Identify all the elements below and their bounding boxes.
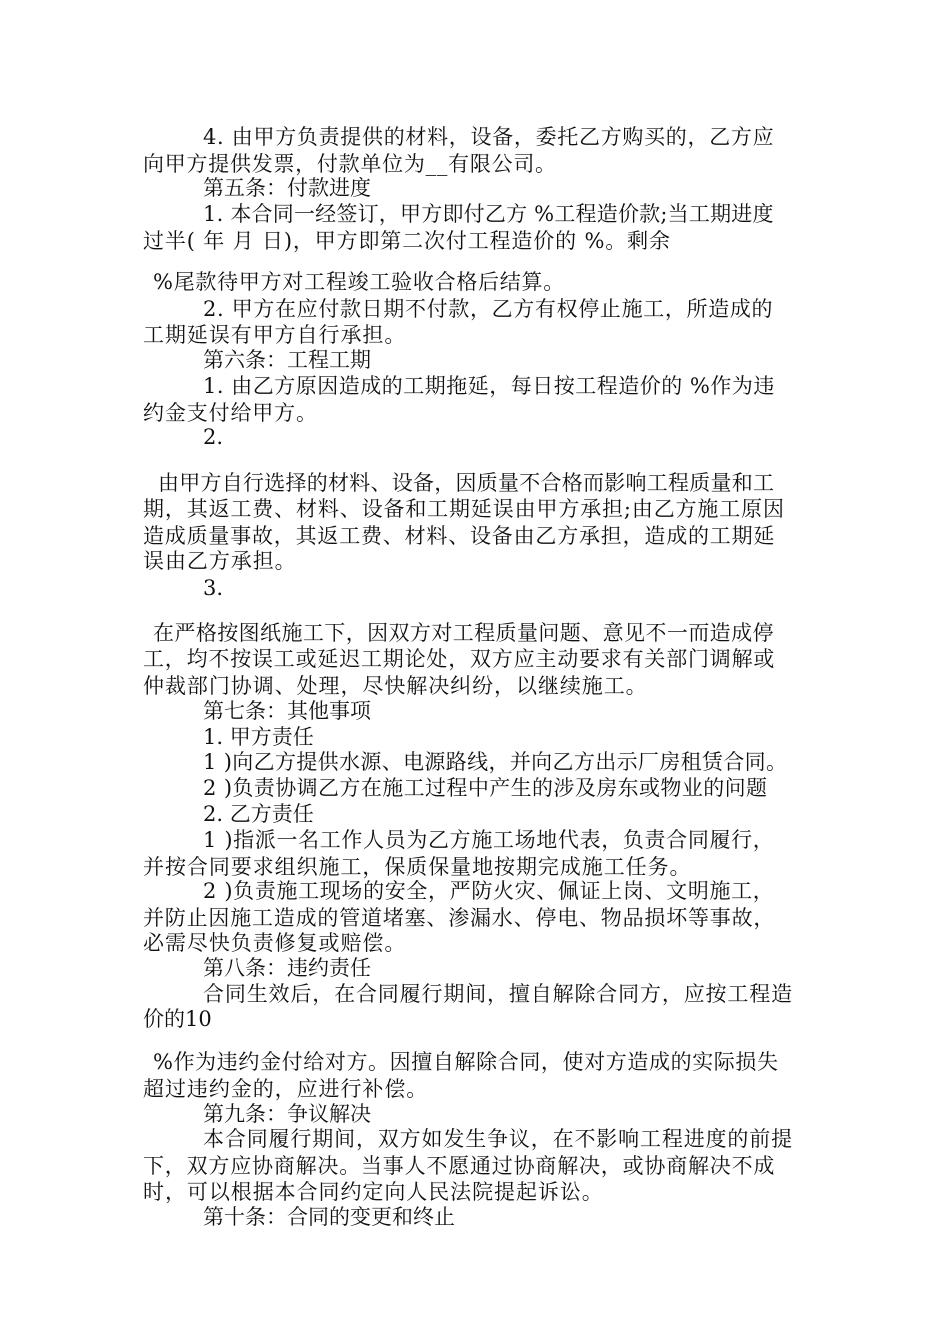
text-line: 超过违约金的，应进行补偿。 (143, 1077, 429, 1101)
text-line: 工期延误有甲方自行承担。 (143, 323, 407, 347)
text-line: 时，可以根据本合同约定向人民法院提起诉讼。 (143, 1180, 604, 1204)
text-line: 并防止因施工造成的管道堵塞、渗漏水、停电、物品损坏等事故， (143, 906, 776, 930)
section-heading: 第九条：争议解决 (203, 1102, 371, 1126)
text-line: 2. (203, 425, 224, 449)
text-line: 约金支付给甲方。 (143, 401, 318, 425)
text-line: 下，双方应协商解决。当事人不愿通过协商解决，或协商解决不成 (143, 1154, 776, 1178)
text-line: 合同生效后，在合同履行期间，擅自解除合同方，应按工程造 (203, 982, 793, 1006)
text-line: 在严格按图纸施工下，因双方对工程质量问题、意见不一而造成停 (153, 621, 774, 645)
section-heading: 第六条：工程工期 (203, 348, 371, 372)
section-heading: 第八条：违约责任 (203, 956, 371, 980)
text-line: 2 )负责协调乙方在施工过程中产生的涉及房东或物业的问题 (203, 776, 768, 800)
text-line: 本合同履行期间，双方如发生争议，在不影响工程进度的前提 (203, 1127, 793, 1151)
text-line: 1. 由乙方原因造成的工期拖延，每日按工程造价的 %作为违 (203, 374, 775, 398)
section-heading: 第十条：合同的变更和终止 (203, 1205, 455, 1229)
text-line: 仲裁部门协调、处理，尽快解决纠纷，以继续施工。 (143, 674, 648, 698)
text-line: 1. 本合同一经签订，甲方即付乙方 %工程造价款;当工期进度 (203, 202, 774, 226)
text-line: 2. 乙方责任 (203, 802, 314, 826)
text-line: 价的10 (143, 1007, 212, 1031)
text-line: 造成质量事故，其返工费、材料、设备由乙方承担，造成的工期延 (143, 524, 776, 548)
text-line: 向甲方提供发票，付款单位为__有限公司。 (143, 152, 557, 176)
text-line: 2 )负责施工现场的安全，严防火灾、佩证上岗、文明施工， (203, 879, 775, 903)
section-heading: 第七条：其他事项 (203, 699, 371, 723)
text-line: 由甲方自行选择的材料、设备，因质量不合格而影响工程质量和工 (158, 471, 775, 495)
section-heading: 第五条：付款进度 (203, 176, 371, 200)
text-line: 1 )指派一名工作人员为乙方施工场地代表，负责合同履行， (203, 828, 775, 852)
text-line: 1 )向乙方提供水源、电源路线，并向乙方出示厂房租赁合同。 (203, 750, 788, 774)
text-line: %尾款待甲方对工程竣工验收合格后结算。 (153, 270, 566, 294)
text-line: 3. (203, 576, 224, 600)
text-line: 1. 甲方责任 (203, 725, 314, 749)
text-line: 并按合同要求组织施工，保质保量地按期完成施工任务。 (143, 855, 692, 879)
text-line: 期，其返工费、材料、设备和工期延误由甲方承担;由乙方施工原因 (143, 497, 785, 521)
text-line: 工，均不按误工或延迟工期论处，双方应主动要求有关部门调解或 (143, 647, 776, 671)
text-line: 2. 甲方在应付款日期不付款，乙方有权停止施工，所造成的 (203, 297, 774, 321)
text-line: 必需尽快负责修复或赔偿。 (143, 931, 407, 955)
text-line: 4. 由甲方负责提供的材料，设备，委托乙方购买的，乙方应 (203, 125, 775, 149)
text-line: 误由乙方承担。 (143, 549, 297, 573)
text-line: 过半( 年 月 日)，甲方即第二次付工程造价的 %。剩余 (143, 229, 671, 253)
text-line: %作为违约金付给对方。因擅自解除合同，使对方造成的实际损失 (153, 1050, 779, 1074)
